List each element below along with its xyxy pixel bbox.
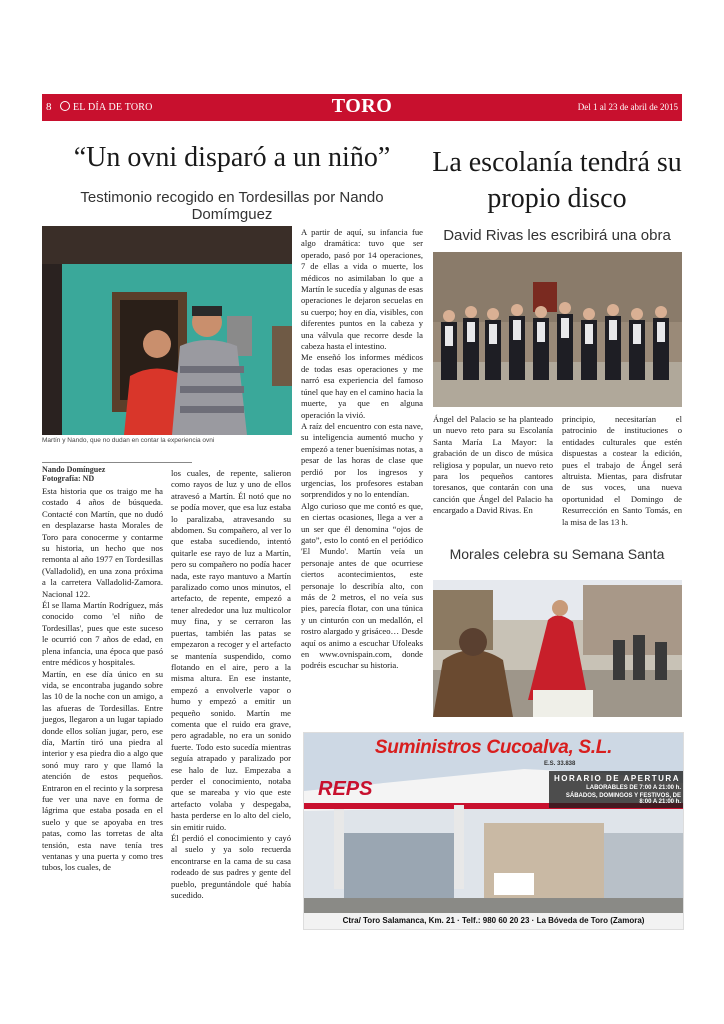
paragraph: Me enseñó los informes médicos de todas esas operaciones y me narró esa experiencia del famoso túnel que hay en el camino hacia la muerte, ya que en alguna operación la vivió.: [301, 352, 423, 420]
paragraph: Él perdió el conocimiento y cayó al suelo y ya solo recuerda encontrarse en la cama de su casa rodeado de sus padres y gente del pueblo, preguntándole qué había sucedido.: [171, 833, 291, 901]
ad-sign-text: REPS: [318, 778, 373, 800]
article-morales-headline: Morales celebra su Semana Santa: [449, 546, 665, 562]
paragraph: Martín, en ese día único en su vida, se encontraba jugando sobre las 10 de la noche con un amigo, a las afueras de Tordesillas. Entre juegos, llegaron a un lugar tapiado donde ellos solían jugar, pero, ese día, Martín tiró una piedra al interior y esa piedra dio a algo que sonó muy raro y que llamó la atención de estos pequeños. Entraron en el recinto y la sorpresa fue ver una nave en forma de lágrima que estaba posada en el suelo y que se apoyaba en tres patas, como las torretas de alta tensión, esta nave tenía tres ventanas y una puerta y como tres tubos, los cuales, de: [42, 668, 163, 873]
photo-martin-nando: [42, 226, 292, 435]
paragraph: Ángel del Palacio se ha planteado un nuevo reto para su Escolanía Santa María La Mayor: la grabación de un disco de música religiosa y popular, un nuevo reto para los pequeños cantores toresanos, que contarán con una canción que Ángel del Palacio ha encargado a David Rivas. En: [433, 414, 553, 516]
paragraph: A partir de aquí, su infancia fue algo dramática: tuvo que ser operado, pasó por 14 operaciones, 7 de ellas a vida o muerte, los médicos no asimilaban lo que a Martín le sucedía y algunas de esas operaciones le dejaron secuelas en su cuerpo; hoy en día, visibles, con diferentes puntos en la cabeza y una válvula que recorre desde la cabeza hasta el intestino.: [301, 227, 423, 352]
byline-photo-credit: Fotografía: ND: [42, 474, 95, 483]
article-escolania-column-2: [562, 414, 682, 528]
masthead-brand: [60, 101, 153, 113]
paragraph: A raíz del encuentro con esta nave, su inteligencia aumentó mucho y empezó a tener buenísimas notas, a pesar de las horas de clase que perdió por los ingresos y urgencias, los profesores estaban sorprendidos y no lo entendían.: [301, 420, 423, 500]
page-number: 8: [46, 101, 52, 113]
article-ovni-subhead: Testimonio recogido en Tordesillas por Nando Domímguez: [80, 189, 384, 223]
advertisement-cucoalva[interactable]: [303, 732, 684, 930]
ad-company-name: Suministros Cucoalva, S.L.: [374, 737, 613, 758]
ad-opening-hours: [549, 771, 684, 808]
photo-escolania-choir: [433, 252, 682, 407]
ad-hours-title: HORARIO DE APERTURA: [554, 774, 680, 783]
paragraph: principio, necesitarían el patrocinio de instituciones o entidades culturales que estén dispuestas a costear la edición, pues el trabajo de Ángel será altruista. Mientas, para disfrutar de sus voces, una nueva oportunidad el Domingo de Resurrección en Santo Tomás, en la misa de las 13 h.: [562, 414, 682, 527]
article-ovni-headline: “Un ovni disparó a un niño”: [73, 142, 391, 173]
paragraph: Algo curioso que me contó es que, en ciertas ocasiones, llega a ver a un ser que él denomina “ojos de gato”, esto lo contó en el periódico 'El Mundo'. Martín veía un personaje antes de que ocurriese ciertos acontecimientos, este personaje lo describía alto, con más de 2 metros, el no veía sus pies, parecía flotar, con una túnica y un cinturón con un medallón, el rostro alargado y grisáceo… Desde aquí os animo a escuchar Ufoleaks en www.ovnispain.com, donde podréis escuchar su historia.: [301, 500, 423, 671]
brand-text: EL DÍA DE TORO: [73, 102, 153, 113]
article-escolania-column-1: [433, 414, 553, 517]
article-ovni-column-1: [42, 486, 163, 874]
article-escolania-headline: La escolanía tendrá su propio disco: [432, 147, 682, 214]
photo-semana-santa: [433, 580, 682, 717]
paragraph: Él se llama Martín Rodríguez, más conocido como 'el niño de Tordesillas', pues que este suceso le ocurrió con 7 años de edad, en plena infancia, una época que pasó entre médicos y hospitales.: [42, 600, 163, 668]
byline: [42, 462, 192, 483]
paragraph: los cuales, de repente, salieron como rayos de luz y uno de ellos atravesó a Martín. Él notó que no se podía mover, que esa luz estaba lo paralizaba, atravesando su abdomen. Su compañero, al ver lo que estaba sucediendo, intentó quitarle ese rayo de luz a Martín, pero su compañero no podía hacer nada, este rayo mantuvo a Martín paralizado como unos minutos, el artefacto, de repente, empezó a tener alrededor una luz multicolor muy fina, y se cerraron las puertas, también las patas se empezaron a recoger y el artefacto se mantenía suspendido, como flotando en el aire, pero a la misma altura. En ese instante, empezó a envolverle vapor o humo y empezó a emitir un pequeño sonido. Martín me comenta que el ruido era grave, pero agradable, no era un sonido fuerte. Todo esto sucedía mientras seguía atrapado y paralizado por ese halo de luz. Empezaba a perder el conocimiento, notaba que se mareaba y vio que este artefacto volaba y despegaba, hasta perderse en lo alto del cielo, sin emitir ruido.: [171, 468, 291, 832]
article-escolania-subhead: David Rivas les escribirá una obra: [443, 227, 671, 244]
article-ovni-column-2: [171, 468, 291, 901]
photo-caption: Martín y Nando, que no dudan en contar la experiencia ovni: [42, 437, 215, 444]
ad-station-code: E.S. 33.838: [544, 761, 576, 767]
issue-date: Del 1 al 23 de abril de 2015: [577, 102, 678, 112]
ad-hours-weekend: SÁBADOS, DOMINGOS Y FESTIVOS, DE 8:00 A 21:00 h.: [565, 793, 681, 805]
byline-author: Nando Domínguez: [42, 465, 106, 474]
section-title: TORO: [331, 95, 393, 117]
logo-icon: [60, 101, 70, 111]
ad-hours-weekday: LABORABLES DE 7:00 A 21:00 h.: [586, 785, 681, 791]
paragraph: Esta historia que os traigo me ha costado 4 años de búsqueda. Contacté con Martín, que no dudó en desplazarse hasta Morales de Toro para conocerme y contarme su historia, un hecho que nos remonta al año 1977 en Tordesillas (Valladolid), en una zona próxima a la carretera Valladolid-Zamora. Nacional 122.: [42, 486, 163, 599]
article-ovni-column-3: [301, 227, 423, 672]
ad-address: Ctra/ Toro Salamanca, Km. 21 · Telf.: 980 60 20 23 · La Bóveda de Toro (Zamora): [304, 913, 683, 929]
